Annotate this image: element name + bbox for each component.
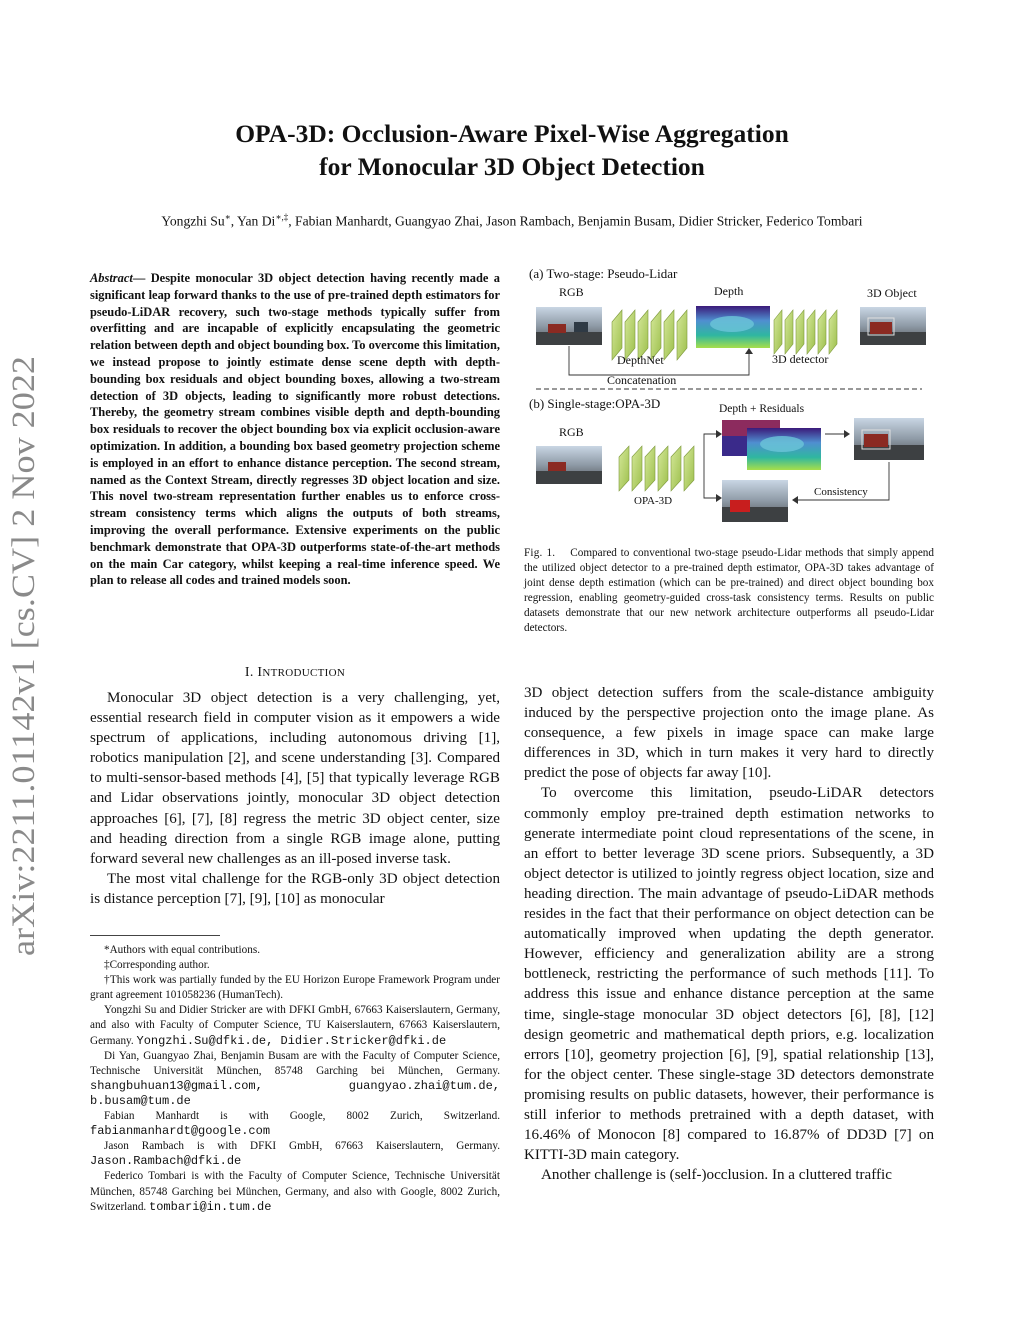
footnote-affiliation-rambach xyxy=(90,1139,500,1169)
panel-a-label: (a) Two-stage: Pseudo-Lidar xyxy=(529,266,678,281)
intro-paragraph-2: The most vital challenge for the RGB-only 3D object detection is distance perception [7], [9], [10] as monocular xyxy=(90,870,500,907)
rgb-image-icon xyxy=(536,307,602,345)
consistency-label: Consistency xyxy=(814,486,868,498)
intro-right-paragraph-2: To overcome this limitation, pseudo-LiDAR detectors commonly employ pre-trained depth estimation networks to generate intermediate point cloud representations of the scene, in an effort to better leverage 3D scene priors. Subsequently, a 3D object detector is utilized to jointly regress object location, size and heading direction. The main advantage of pseudo-LiDAR methods resides in the fact that their performance on object detection can be automatically improved when updating the depth generator. However, efficiency and generalization ability are a strong bottleneck, restricting the performance of such methods [11]. To address this issue and enhance distance perception at the same time, single-stage monocular 3D object detectors [6], [8], [12] design geometric and mathematical depth priors, e.g. localization errors [10], geometry projection [6], [9], spatial relationship [13], for the object center. These single-stage 3D detectors demonstrate promising results on public datasets, however, their performance is still inferior to methods pretrained with a depth dataset, with 16.46% of Monocon [8] compared to 16.87% of DD3D [7] on KITTI-3D main category. xyxy=(524,785,934,1164)
intro-right-paragraph-1: 3D object detection suffers from the scale-distance ambiguity induced by the perspective projection onto the image plane. As consequence, a few pixels in image space can make large differences in 3D, which in turn makes it very hard to directly predict the pose of objects far away [10]. xyxy=(524,685,934,782)
author-1: Yongzhi Su xyxy=(161,213,225,229)
title-line-1: OPA-3D: Occlusion-Aware Pixel-Wise Aggregation xyxy=(235,119,789,148)
depth-residuals-maps-icon xyxy=(722,420,821,470)
abstract-dash: — xyxy=(132,271,151,285)
footnote-corresponding: ‡Corresponding author. xyxy=(104,959,210,972)
rgb-image-b-icon xyxy=(536,446,602,484)
detector-layers-icon xyxy=(774,310,837,354)
caption-figure-number: Fig. 1. xyxy=(524,547,556,559)
detector-label: 3D detector xyxy=(772,352,829,366)
depthnet-label: DepthNet xyxy=(617,353,664,367)
author-1-mark: ∗ xyxy=(224,212,231,222)
title-line-2: for Monocular 3D Object Detection xyxy=(319,152,705,181)
rgb-label: RGB xyxy=(559,285,584,299)
footnote-affiliation-manhardt xyxy=(90,1109,500,1139)
author-2: , Yan Di xyxy=(230,213,276,229)
footnotes xyxy=(90,943,500,1215)
intro-right-paragraph-3: Another challenge is (self-)occlusion. In a cluttered traffic xyxy=(541,1167,892,1184)
caption-text: Compared to conventional two-stage pseudo-Lidar methods that simply append the utilized object detector to a pre-trained depth estimator, OPA-3D takes advantage of joint dense depth estimation (which can be pre-trained) and direct object bounding box regression, enabling geometry-guided cross-task consistency terms. Results on public datasets demonstrate that our new network architecture outperforms all pseudo-Lidar detectors. xyxy=(524,547,934,635)
object3d-image-icon xyxy=(860,307,926,345)
email-link[interactable]: tombari@in.tum.de xyxy=(149,1199,272,1214)
section-rest: NTRODUCTION xyxy=(262,667,346,679)
panel-b-label: (b) Single-stage:OPA-3D xyxy=(529,396,661,411)
object3d-image-b-icon xyxy=(854,418,924,460)
paper-title xyxy=(0,117,1024,183)
footnote-funding: †This work was partially funded by the EU Horizon Europe Framework Program under grant agreement 101058236 (HumanTech). xyxy=(90,974,500,1002)
depth-map-icon xyxy=(696,306,770,348)
author-2-mark: ∗,‡ xyxy=(275,212,289,222)
arxiv-side-label xyxy=(6,352,42,960)
email-link[interactable]: Yongzhi.Su@dfki.de, Didier.Stricker@dfki.de xyxy=(136,1033,447,1048)
footnote-affiliation-tombari xyxy=(90,1169,500,1214)
intro-paragraph-1: Monocular 3D object detection is a very challenging, yet, essential research field in computer vision as it empowers a wide spectrum of applications, including autonomous driving [1], robotics manipulation [2], and scene understanding [3]. Compared to multi-sensor-based methods [4], [5] that typically leverage RGB and Lidar observations jointly, monocular 3D object detection approaches [6], [7], [8] regress the metric 3D object center, size and heading direction from a single RGB image alone, putting forward several new challenges as an ill-posed inverse task. xyxy=(90,690,500,867)
affiliation-text: Yongzhi Su and Didier Stricker are with DFKI GmbH, 67663 Kaiserslautern, Germany, and also with Faculty of Computer Science, TU Kaiserslautern, 67663 Kaiserslautern, Germany. xyxy=(90,1004,500,1047)
opa3d-layers-icon xyxy=(619,446,694,491)
opa3d-label: OPA-3D xyxy=(634,495,673,507)
author-rest: , Fabian Manhardt, Guangyao Zhai, Jason Rambach, Benjamin Busam, Didier Stricker, Federico Tombari xyxy=(288,213,863,229)
concatenation-label: Concatenation xyxy=(607,373,677,387)
arxiv-side-text: arXiv:2211.01142v1 [cs.CV] 2 Nov 2022 xyxy=(6,416,42,956)
context-stream-image-icon xyxy=(722,480,788,522)
section-heading-introduction xyxy=(90,665,500,681)
section-number: I. xyxy=(244,665,258,680)
affiliation-text: Jason Rambach is with DFKI GmbH, 67663 Kaiserslautern, Germany. xyxy=(104,1140,500,1153)
depth-residuals-label: Depth + Residuals xyxy=(719,403,805,415)
footnote-rule xyxy=(90,935,220,936)
intro-right-column xyxy=(524,683,934,1185)
depth-label: Depth xyxy=(714,284,744,298)
affiliation-text: Fabian Manhardt is with Google, 8002 Zurich, Switzerland. xyxy=(104,1110,500,1123)
rgb-b-label: RGB xyxy=(559,425,584,439)
fork-arrows xyxy=(704,430,722,502)
affiliation-text: Di Yan, Guangyao Zhai, Benjamin Busam are with the Faculty of Computer Science, Technische Universität München, 85748 Garching bei München, Germany. xyxy=(90,1049,500,1077)
abstract-label: Abstract xyxy=(90,271,133,285)
footnote-affiliation-su-stricker xyxy=(90,1003,500,1048)
output-arrow xyxy=(825,430,850,438)
footnote-affiliation-di-zhai-busam xyxy=(90,1049,500,1109)
figure-1-caption xyxy=(524,546,934,637)
footnote-equal-contribution: *Authors with equal contributions. xyxy=(104,944,260,956)
abstract xyxy=(90,270,500,589)
object3d-label: 3D Object xyxy=(867,286,917,300)
author-list xyxy=(40,212,984,230)
email-link[interactable]: Jason.Rambach@dfki.de xyxy=(90,1154,242,1169)
email-link[interactable]: shangbuhuan13@gmail.com, guangyao.zhai@tum.de, b.busam@tum.de xyxy=(90,1078,500,1108)
affiliation-text: Federico Tombari is with the Faculty of Computer Science, Technische Universität München, 85748 Garching bei München, Germany, and also with Google, 8002 Zurich, Switzerland. xyxy=(90,1170,500,1213)
email-link[interactable]: fabianmanhardt@google.com xyxy=(90,1124,271,1139)
abstract-text: Despite monocular 3D object detection having recently made a significant leap forward thanks to the use of pre-trained depth estimators for pseudo-LiDAR recovery, such two-stage methods typically suffer from overfitting and are incapable of explicitly encapsulating the geometric relation between depth and object bounding box. To overcome this limitation, we instead propose to jointly estimate dense scene depth with depth-bounding box residuals and object bounding boxes, allowing a two-stream detection of 3D objects, leading to significantly more robust detections. Thereby, the geometry stream combines visible depth and depth-bounding box residuals to recover the object bounding box via explicit occlusion-aware optimization. In addition, a bounding box based geometry projection scheme is employed in an effort to enhance distance perception. The second stream, named as the Context Stream, directly regresses 3D object location and size. This novel two-stream representation further enables us to enforce cross-stream consistency terms which aligns the outputs of both streams, improving the overall performance. Extensive experiments on the public benchmark demonstrate that OPA-3D outperforms state-of-the-art methods on the main Car category, whilst keeping a real-time inference speed. We plan to release all codes and trained models soon. xyxy=(90,271,501,588)
figure-1-pipeline xyxy=(524,262,936,538)
intro-left-column xyxy=(90,688,500,909)
section-initial: I xyxy=(257,665,263,680)
